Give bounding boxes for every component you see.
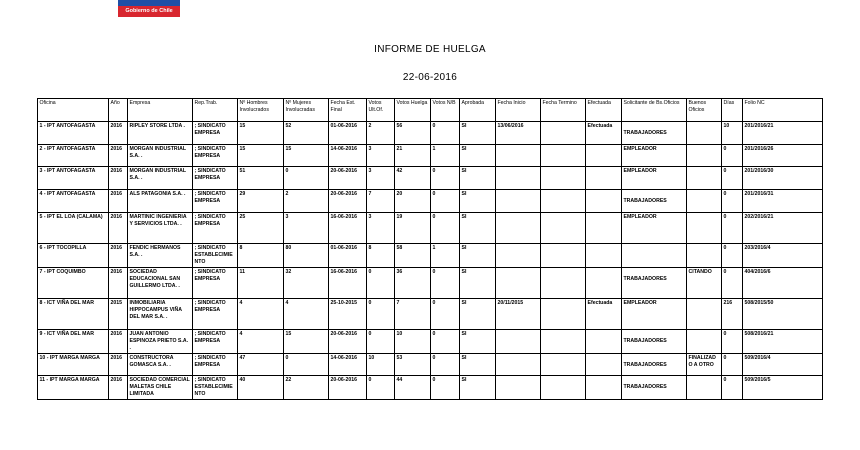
last-offer-votes-cell: 3 — [367, 145, 395, 167]
approved-cell: SI — [460, 244, 496, 268]
requester-cell: EMPLEADOR — [622, 167, 687, 190]
column-header: Fecha Est. Final — [329, 99, 367, 122]
final-date-cell: 20-06-2016 — [329, 167, 367, 190]
last-offer-votes-cell: 10 — [367, 354, 395, 376]
year-cell: 2016 — [109, 330, 128, 354]
end-date-cell — [541, 190, 586, 213]
final-date-cell: 16-06-2016 — [329, 213, 367, 244]
office-cell: 6 - IPT TOCOPILLA — [38, 244, 109, 268]
requester-cell: TRABAJADORES — [622, 190, 687, 213]
men-count-cell: 25 — [238, 213, 284, 244]
last-offer-votes-cell: 0 — [367, 299, 395, 330]
end-date-cell — [541, 213, 586, 244]
days-cell: 0 — [722, 190, 743, 213]
approved-cell: SI — [460, 190, 496, 213]
company-cell: MORGAN INDUSTRIAL S.A. . — [128, 167, 193, 190]
column-header: Folio NC — [743, 99, 823, 122]
year-cell: 2016 — [109, 122, 128, 145]
year-cell: 2016 — [109, 268, 128, 299]
year-cell: 2016 — [109, 244, 128, 268]
final-date-cell: 14-06-2016 — [329, 354, 367, 376]
table-row — [38, 213, 823, 244]
final-date-cell: 25-10-2015 — [329, 299, 367, 330]
column-header: Solicitante de Bs.Oficios — [622, 99, 687, 122]
women-count-cell: 4 — [284, 299, 329, 330]
final-date-cell: 20-06-2016 — [329, 190, 367, 213]
column-header: Votos Huelga — [395, 99, 431, 122]
company-cell: CONSTRUCTORA GOMASCA S.A. . — [128, 354, 193, 376]
last-offer-votes-cell: 7 — [367, 190, 395, 213]
folio-cell: 201/2016/30 — [743, 167, 823, 190]
null-votes-cell: 0 — [431, 167, 460, 190]
office-cell: 4 - IPT ANTOFAGASTA — [38, 190, 109, 213]
year-cell: 2016 — [109, 376, 128, 400]
strike-votes-cell: 42 — [395, 167, 431, 190]
end-date-cell — [541, 330, 586, 354]
start-date-cell: 13/06/2016 — [496, 122, 541, 145]
days-cell: 0 — [722, 244, 743, 268]
table-row — [38, 190, 823, 213]
year-cell: 2016 — [109, 354, 128, 376]
requester-cell: TRABAJADORES — [622, 376, 687, 400]
start-date-cell — [496, 244, 541, 268]
men-count-cell: 15 — [238, 145, 284, 167]
worker-rep-cell: ; SINDICATO EMPRESA — [193, 330, 238, 354]
null-votes-cell: 0 — [431, 376, 460, 400]
men-count-cell: 29 — [238, 190, 284, 213]
approved-cell: SI — [460, 330, 496, 354]
worker-rep-cell: ; SINDICATO ESTABLECIMIENTO — [193, 244, 238, 268]
column-header: Votos Ult.Of. — [367, 99, 395, 122]
column-header: Oficina — [38, 99, 109, 122]
column-header: Aprobada — [460, 99, 496, 122]
men-count-cell: 51 — [238, 167, 284, 190]
days-cell: 0 — [722, 145, 743, 167]
days-cell: 0 — [722, 213, 743, 244]
approved-cell: SI — [460, 145, 496, 167]
requester-cell: EMPLEADOR — [622, 299, 687, 330]
final-date-cell: 20-06-2016 — [329, 376, 367, 400]
end-date-cell — [541, 268, 586, 299]
strike-votes-cell: 44 — [395, 376, 431, 400]
approved-cell: SI — [460, 213, 496, 244]
column-header: Empresa — [128, 99, 193, 122]
year-cell: 2016 — [109, 190, 128, 213]
days-cell: 0 — [722, 376, 743, 400]
women-count-cell: 32 — [284, 268, 329, 299]
folio-cell: 508/2015/50 — [743, 299, 823, 330]
worker-rep-cell: ; SINDICATO EMPRESA — [193, 268, 238, 299]
women-count-cell: 0 — [284, 167, 329, 190]
women-count-cell: 3 — [284, 213, 329, 244]
last-offer-votes-cell: 3 — [367, 167, 395, 190]
end-date-cell — [541, 376, 586, 400]
company-cell: JUAN ANTONIO ESPINOZA PRIETO S.A. . — [128, 330, 193, 354]
final-date-cell: 01-06-2016 — [329, 244, 367, 268]
strike-report-table — [37, 98, 823, 400]
strike-votes-cell: 58 — [395, 244, 431, 268]
start-date-cell: 20/11/2015 — [496, 299, 541, 330]
office-cell: 8 - ICT VIÑA DEL MAR — [38, 299, 109, 330]
office-cell: 3 - IPT ANTOFAGASTA — [38, 167, 109, 190]
men-count-cell: 8 — [238, 244, 284, 268]
government-logo — [118, 0, 180, 17]
logo-text: Gobierno de Chile — [118, 6, 180, 17]
requester-cell: EMPLEADOR — [622, 145, 687, 167]
table-body — [38, 122, 823, 400]
good-offices-cell: CITANDO — [687, 268, 722, 299]
start-date-cell — [496, 145, 541, 167]
company-cell: SOCIEDAD EDUCACIONAL SAN GUILLERMO LTDA. . — [128, 268, 193, 299]
carried-out-cell: Efectuada — [586, 299, 622, 330]
start-date-cell — [496, 268, 541, 299]
good-offices-cell — [687, 167, 722, 190]
company-cell: INMOBILIARIA HIPPOCAMPUS VIÑA DEL MAR S.A. . — [128, 299, 193, 330]
folio-cell: 202/2016/21 — [743, 213, 823, 244]
start-date-cell — [496, 213, 541, 244]
report-title: INFORME DE HUELGA — [374, 44, 486, 55]
carried-out-cell — [586, 268, 622, 299]
worker-rep-cell: ; SINDICATO ESTABLECIMIENTO — [193, 376, 238, 400]
men-count-cell: 11 — [238, 268, 284, 299]
requester-cell: TRABAJADORES — [622, 268, 687, 299]
strike-votes-cell: 10 — [395, 330, 431, 354]
null-votes-cell: 0 — [431, 122, 460, 145]
end-date-cell — [541, 244, 586, 268]
folio-cell: 404/2016/6 — [743, 268, 823, 299]
men-count-cell: 4 — [238, 330, 284, 354]
last-offer-votes-cell: 0 — [367, 330, 395, 354]
worker-rep-cell: ; SINDICATO EMPRESA — [193, 354, 238, 376]
column-header: Buenos Oficios — [687, 99, 722, 122]
women-count-cell: 15 — [284, 330, 329, 354]
strike-votes-cell: 36 — [395, 268, 431, 299]
column-header: Nº Hombres Involucrados — [238, 99, 284, 122]
office-cell: 9 - ICT VIÑA DEL MAR — [38, 330, 109, 354]
last-offer-votes-cell: 2 — [367, 122, 395, 145]
strike-votes-cell: 7 — [395, 299, 431, 330]
year-cell: 2016 — [109, 167, 128, 190]
table-row — [38, 330, 823, 354]
requester-cell: TRABAJADORES — [622, 122, 687, 145]
folio-cell: 509/2016/4 — [743, 354, 823, 376]
start-date-cell — [496, 190, 541, 213]
final-date-cell: 16-06-2016 — [329, 268, 367, 299]
worker-rep-cell: ; SINDICATO EMPRESA — [193, 145, 238, 167]
year-cell: 2016 — [109, 213, 128, 244]
good-offices-cell — [687, 330, 722, 354]
column-header: Fecha Termino — [541, 99, 586, 122]
good-offices-cell — [687, 145, 722, 167]
carried-out-cell: Efectuada — [586, 122, 622, 145]
column-header: Votos N/B — [431, 99, 460, 122]
men-count-cell: 47 — [238, 354, 284, 376]
women-count-cell: 15 — [284, 145, 329, 167]
start-date-cell — [496, 330, 541, 354]
company-cell: MARTINIC INGENIERIA Y SERVICIOS LTDA. . — [128, 213, 193, 244]
men-count-cell: 4 — [238, 299, 284, 330]
good-offices-cell — [687, 122, 722, 145]
approved-cell: SI — [460, 354, 496, 376]
worker-rep-cell: ; SINDICATO EMPRESA — [193, 122, 238, 145]
null-votes-cell: 0 — [431, 299, 460, 330]
office-cell: 7 - IPT COQUIMBO — [38, 268, 109, 299]
folio-cell: 201/2016/26 — [743, 145, 823, 167]
last-offer-votes-cell: 8 — [367, 244, 395, 268]
days-cell: 0 — [722, 330, 743, 354]
requester-cell: TRABAJADORES — [622, 330, 687, 354]
null-votes-cell: 1 — [431, 244, 460, 268]
carried-out-cell — [586, 330, 622, 354]
column-header: Rep.Trab. — [193, 99, 238, 122]
final-date-cell: 20-06-2016 — [329, 330, 367, 354]
last-offer-votes-cell: 3 — [367, 213, 395, 244]
approved-cell: SI — [460, 268, 496, 299]
women-count-cell: 0 — [284, 354, 329, 376]
column-header: Año — [109, 99, 128, 122]
office-cell: 5 - IPT EL LOA (CALAMA) — [38, 213, 109, 244]
worker-rep-cell: ; SINDICATO EMPRESA — [193, 167, 238, 190]
company-cell: ALS PATAGONIA S.A. . — [128, 190, 193, 213]
year-cell: 2016 — [109, 145, 128, 167]
company-cell: RIPLEY STORE LTDA . — [128, 122, 193, 145]
women-count-cell: 2 — [284, 190, 329, 213]
days-cell: 10 — [722, 122, 743, 145]
column-header: Nº Mujeres Involucradas — [284, 99, 329, 122]
approved-cell: SI — [460, 167, 496, 190]
days-cell: 216 — [722, 299, 743, 330]
carried-out-cell — [586, 354, 622, 376]
days-cell: 0 — [722, 167, 743, 190]
men-count-cell: 40 — [238, 376, 284, 400]
days-cell: 0 — [722, 268, 743, 299]
null-votes-cell: 0 — [431, 190, 460, 213]
null-votes-cell: 0 — [431, 354, 460, 376]
good-offices-cell — [687, 244, 722, 268]
table-row — [38, 299, 823, 330]
null-votes-cell: 0 — [431, 330, 460, 354]
office-cell: 2 - IPT ANTOFAGASTA — [38, 145, 109, 167]
end-date-cell — [541, 354, 586, 376]
end-date-cell — [541, 299, 586, 330]
worker-rep-cell: ; SINDICATO EMPRESA — [193, 299, 238, 330]
strike-votes-cell: 19 — [395, 213, 431, 244]
requester-cell: EMPLEADOR — [622, 213, 687, 244]
folio-cell: 509/2016/5 — [743, 376, 823, 400]
table-row — [38, 122, 823, 145]
last-offer-votes-cell: 0 — [367, 268, 395, 299]
approved-cell: SI — [460, 376, 496, 400]
office-cell: 1 - IPT ANTOFAGASTA — [38, 122, 109, 145]
approved-cell: SI — [460, 299, 496, 330]
end-date-cell — [541, 122, 586, 145]
year-cell: 2015 — [109, 299, 128, 330]
table-row — [38, 268, 823, 299]
column-header: Fecha Inicio — [496, 99, 541, 122]
carried-out-cell — [586, 213, 622, 244]
office-cell: 10 - IPT MARGA MARGA — [38, 354, 109, 376]
last-offer-votes-cell: 0 — [367, 376, 395, 400]
carried-out-cell — [586, 145, 622, 167]
folio-cell: 203/2016/4 — [743, 244, 823, 268]
start-date-cell — [496, 376, 541, 400]
good-offices-cell — [687, 190, 722, 213]
strike-votes-cell: 53 — [395, 354, 431, 376]
table-row — [38, 167, 823, 190]
null-votes-cell: 1 — [431, 145, 460, 167]
table-row — [38, 244, 823, 268]
good-offices-cell: FINALIZADO A OTRO — [687, 354, 722, 376]
final-date-cell: 14-06-2016 — [329, 145, 367, 167]
folio-cell: 201/2016/21 — [743, 122, 823, 145]
strike-votes-cell: 20 — [395, 190, 431, 213]
end-date-cell — [541, 167, 586, 190]
report-date: 22-06-2016 — [402, 72, 458, 83]
women-count-cell: 80 — [284, 244, 329, 268]
company-cell: FENDIC HERMANOS S.A. . — [128, 244, 193, 268]
company-cell: SOCIEDAD COMERCIAL MALETAS CHILE LIMITADA — [128, 376, 193, 400]
table-row — [38, 145, 823, 167]
good-offices-cell — [687, 376, 722, 400]
null-votes-cell: 0 — [431, 213, 460, 244]
good-offices-cell — [687, 213, 722, 244]
men-count-cell: 15 — [238, 122, 284, 145]
strike-votes-cell: 56 — [395, 122, 431, 145]
worker-rep-cell: ; SINDICATO EMPRESA — [193, 213, 238, 244]
column-header: Efectuada — [586, 99, 622, 122]
company-cell: MORGAN INDUSTRIAL S.A. . — [128, 145, 193, 167]
start-date-cell — [496, 167, 541, 190]
start-date-cell — [496, 354, 541, 376]
approved-cell: SI — [460, 122, 496, 145]
carried-out-cell — [586, 376, 622, 400]
good-offices-cell — [687, 299, 722, 330]
requester-cell — [622, 244, 687, 268]
women-count-cell: 22 — [284, 376, 329, 400]
table-row — [38, 354, 823, 376]
carried-out-cell — [586, 244, 622, 268]
worker-rep-cell: ; SINDICATO EMPRESA — [193, 190, 238, 213]
column-header: Días — [722, 99, 743, 122]
women-count-cell: 52 — [284, 122, 329, 145]
final-date-cell: 01-06-2016 — [329, 122, 367, 145]
requester-cell: TRABAJADORES — [622, 354, 687, 376]
carried-out-cell — [586, 167, 622, 190]
carried-out-cell — [586, 190, 622, 213]
strike-votes-cell: 21 — [395, 145, 431, 167]
null-votes-cell: 0 — [431, 268, 460, 299]
table-row — [38, 376, 823, 400]
office-cell: 11 - IPT MARGA MARGA — [38, 376, 109, 400]
end-date-cell — [541, 145, 586, 167]
folio-cell: 201/2016/31 — [743, 190, 823, 213]
table-header-row — [38, 99, 823, 122]
folio-cell: 508/2016/21 — [743, 330, 823, 354]
days-cell: 0 — [722, 354, 743, 376]
